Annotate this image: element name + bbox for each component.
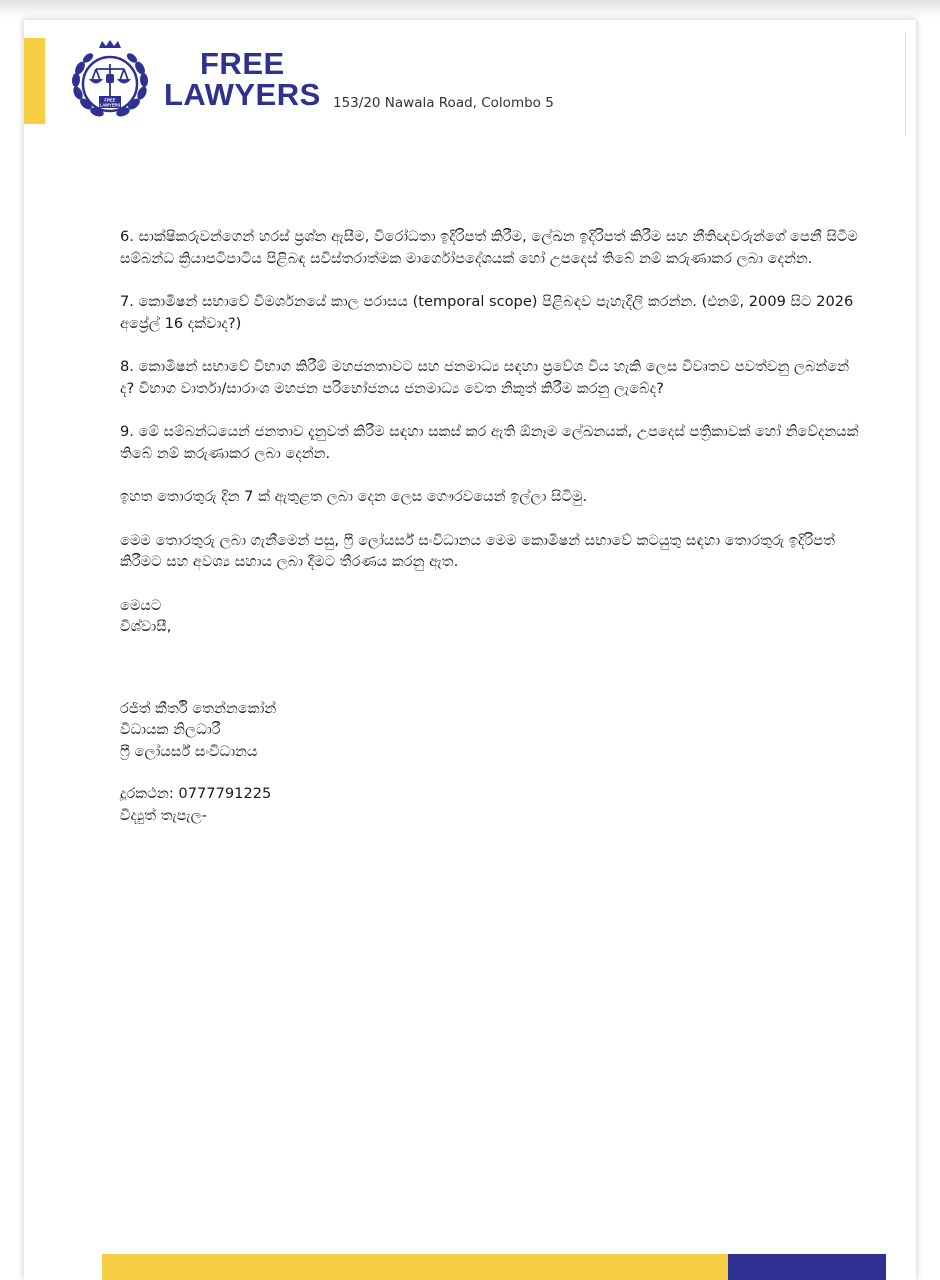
logo-text-line1: FREE (104, 97, 116, 103)
paragraph-8: 8. කොමිෂන් සභාවේ විභාග කිරීම් මහජනතාවට සහ ජනමාධ්‍ය සඳහා ප්‍රවේශ විය හැකි ලෙස විවෘතව පවත්වනු ලබන්නේ ද? විභාග වාර්තා/සාරාංශ මහජන පරිභෝජනය ජනමාධ්‍ය වෙත නිකුත් කිරීම කරනු ලැබේද? (120, 358, 850, 397)
contact-block (120, 783, 865, 826)
paragraph-9: 9. මේ සම්බන්ධයෙන් ජනතාව දැනුවත් කිරීම සඳහා සකස් කර ඇති ඕනෑම ලේඛනයක්, උපදෙස් පත්‍රිකාවක් හෝ නිවේදනයක් තිබේ නම් කරුණාකර ලබා දෙන්න. (120, 423, 859, 462)
closing-line2: විශ්වාසී, (120, 618, 172, 635)
header-divider (905, 32, 906, 136)
paragraph-7: 7. කොමිෂන් සභාවේ විමර්ශනයේ කාල පරාසය (temporal scope) පිළිබඳව පැහැදිලි කරන්න. (එනම්, 2009 සිට 2026 අප්‍රේල් 16 දක්වාද?) (120, 293, 854, 332)
letter-page (24, 20, 916, 1280)
brand-line2: LAWYERS (164, 77, 321, 112)
closing (120, 595, 865, 638)
request-paragraph: ඉහත තොරතුරු දින 7 ක් ඇතුළත ලබා දෙන ලෙස ගෞරවයෙන් ඉල්ලා සිටිමු. (120, 488, 588, 505)
address: 153/20 Nawala Road, Colombo 5 (333, 95, 554, 111)
signer-org: ෆ්‍රී ලෝයර්ස් සංවිධානය (120, 742, 258, 760)
footer-bar-blue (728, 1254, 886, 1280)
page-shadow (0, 0, 940, 18)
closing-paragraph: මෙම තොරතුරු ලබා ගැනීමෙන් පසු, ෆ්‍රී ලෝයර්ස් සංවිධානය මෙම කොමිෂන් සභාවේ කටයුතු සඳහා තොරතුරු ඉදිරිපත් කිරීමට සහ අවශ්‍ය සහාය ලබා දීමට තීරණය කරනු ඇත. (120, 531, 836, 570)
signature-block (120, 698, 865, 763)
brand-name (164, 48, 321, 110)
signer-title: විධායක නිලධාරී (120, 721, 221, 738)
footer-bar-yellow (102, 1254, 728, 1280)
letter-body (120, 226, 865, 826)
signer-name: රජිත් කීර්ති තෙන්නකෝන් (120, 699, 277, 717)
logo-text-line2: LAWYERS (99, 102, 121, 108)
closing-line1: මෙයට (120, 596, 162, 614)
email: විද්‍යුත් තැපැල- (120, 806, 207, 824)
accent-bar (24, 38, 45, 124)
phone: දූරකථන: 0777791225 (120, 785, 272, 802)
scales-of-justice-logo-icon (68, 38, 152, 124)
paragraph-6: 6. සාක්ෂිකරුවන්ගෙන් හරස් ප්‍රශ්න ඇසීම, විරෝධතා ඉදිරිපත් කිරීම, ලේඛන ඉදිරිපත් කිරීම සහ නීතිඥවරුන්ගේ පෙනී සිටීම සම්බන්ධ ක්‍රියාපටිපාටිය පිළිබඳ සවිස්තරාත්මක මාර්ගෝපදේශයක් හෝ උපදෙස් තිබේ නම් කරුණාකර ලබා දෙන්න. (120, 228, 858, 267)
brand-line1: FREE (200, 46, 285, 81)
